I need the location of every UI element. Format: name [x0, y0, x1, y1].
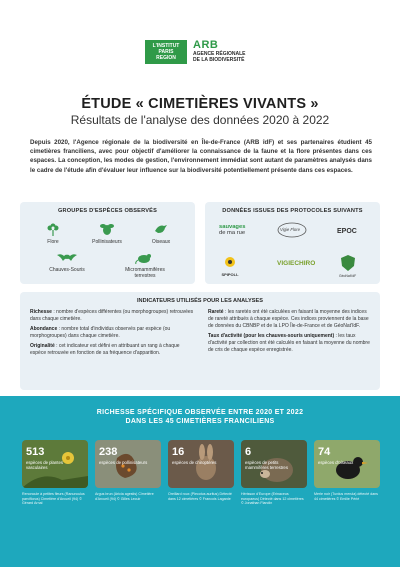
oiseaux-count: 74 — [318, 446, 331, 458]
indicator-richesse — [30, 309, 195, 323]
plantes-caption: Renoncule à petites fleurs (Ranunculus parviflorus) Cimetière d'Arcueil (94) © Gérard Arnal — [22, 492, 85, 506]
bird-icon — [153, 222, 169, 236]
page-title: ÉTUDE « CIMETIÈRES VIVANTS » — [81, 96, 319, 112]
blackbird-photo — [314, 440, 380, 488]
species-groups-box — [20, 202, 195, 284]
group-micromammiferes — [120, 252, 170, 279]
pollinisateurs-label: espèces de pollinisateurs — [99, 460, 148, 465]
vigie-chiro-logo: VIGIECHIRO — [277, 260, 316, 267]
epoc-logo: EPOC — [337, 228, 357, 235]
group-flore-label: Flore — [47, 239, 59, 245]
species-groups-title: GROUPES D'ESPÈCES OBSERVÉS — [57, 208, 158, 214]
group-flore — [28, 222, 78, 245]
geonat-logo — [339, 254, 356, 278]
chiropteres-caption: Oreillard roux (Plecotus auritus) Détecté dans 12 cimetières © Francois Lagarde — [168, 492, 232, 501]
indicator-taux-term: Taux d'activité (pour les chauves-souris uniquement) — [208, 333, 335, 339]
species-card-pollinisateurs — [95, 440, 161, 501]
indicator-originalite — [30, 343, 195, 357]
oiseaux-caption: Merle noir (Turdus merula) détecté dans 44 cimetières © Emilie Périé — [314, 492, 378, 501]
indicator-originalite-text: : cet indicateur est défini en attribuant un rang à chaque espèce retrouvée en fonction de sa fréquence d'apparition. — [30, 343, 180, 356]
indicator-abondance-term: Abondance — [30, 326, 58, 332]
bat-icon — [56, 252, 78, 264]
indicators-left-column — [30, 309, 195, 360]
butterfly-photo — [95, 440, 161, 488]
indicators-right-column — [208, 309, 373, 357]
mammiferes-label: espèces de petits mammifères terrestres — [245, 460, 288, 470]
bat-photo — [168, 440, 234, 488]
arb-mark: ARB — [193, 39, 219, 51]
plantes-count: 513 — [26, 446, 45, 458]
flower-icon — [45, 222, 61, 236]
indicator-rarete — [208, 309, 373, 330]
sauvages-line-2: de ma rue — [219, 230, 246, 236]
indicator-richesse-term: Richesse — [30, 309, 52, 315]
species-cards — [22, 440, 382, 550]
sauvages-line-1: sauvages — [219, 224, 246, 230]
mammiferes-count: 6 — [245, 446, 252, 458]
arb-sub-line-1: AGENCE RÉGIONALE — [193, 51, 246, 57]
indicators-box — [20, 292, 380, 390]
species-richness-title — [0, 408, 400, 426]
indicator-rarete-term: Rareté — [208, 309, 224, 315]
mammiferes-caption: Hérisson d'Europe (Erinaceus europaeus) Détecté dans 12 cimetières © Jonathan Flandin — [241, 492, 304, 506]
group-pollinisateurs — [82, 222, 132, 245]
data-sources-box — [205, 202, 380, 284]
mouse-icon — [135, 252, 155, 264]
spipoll-logo — [221, 256, 239, 277]
header-logos — [145, 40, 246, 64]
page-subtitle: Résultats de l'analyse des données 2020 à 2022 — [70, 113, 330, 127]
species-card-oiseaux — [314, 440, 380, 501]
geonat-shield-icon — [340, 254, 356, 272]
oiseaux-label: espèces d'oiseaux — [318, 460, 354, 465]
spipoll-bee-icon — [221, 256, 239, 270]
pollinisateurs-caption: Argus brun (Aricia agestis) Cimetière d'Arcueil (94) © Gilles Lecuir — [95, 492, 154, 501]
data-sources-title: DONNÉES ISSUES DES PROTOCOLES SUIVANTS — [222, 208, 363, 214]
institut-paris-region-logo — [145, 40, 187, 64]
institut-line-1: L'INSTITUT — [152, 43, 180, 49]
species-card-mammiferes — [241, 440, 307, 506]
spipoll-label: SPIPOLL — [221, 272, 239, 277]
plantes-label: espèces de plantes vasculaires — [26, 460, 64, 470]
arb-logo — [193, 40, 246, 63]
institut-line-2: PARIS — [158, 49, 174, 55]
species-richness-title-line-2: DANS LES 45 CIMETIÈRES FRANCILIENS — [125, 418, 275, 425]
intro-paragraph: Depuis 2020, l'Agence régionale de la biodiversité en Île-de-France (ARB îdF) et ses partenaires étudient 45 cimetières franciliens, avec pour objectif d'améliorer la connaissance de la faune et la flore présentes dans ces espaces. La conception, les modes de gestion, l'environnement immédiat sont autant de paramètres analysés dans le cadre de l'étude afin d'évaluer leur influence sur la biodiversité potentiellement présente dans ces espaces. — [30, 139, 372, 174]
geonat-label: GéoNat'îdF — [339, 274, 357, 278]
group-chauves-souris — [42, 252, 92, 273]
indicator-taux-text: : les taux d'activité par collection ont été calculés en faisant la moyenne du nombre de cris de chaque espèce enregistrée. — [208, 333, 370, 353]
chiropteres-count: 16 — [172, 446, 185, 458]
species-card-chiropteres — [168, 440, 234, 501]
chiropteres-label: espèces de chiroptères — [172, 460, 217, 465]
institut-line-3: REGION — [156, 55, 176, 61]
sauvages-de-ma-rue-logo — [219, 224, 245, 236]
indicator-abondance-text: : nombre total d'individus observés par espèce (ou morphogroupes) dans chaque cimetière. — [30, 326, 171, 339]
vigie-flore-label: Vigie Flore — [280, 227, 300, 232]
group-oiseaux-label: Oiseaux — [151, 239, 171, 245]
group-pollinisateurs-label: Pollinisateurs — [92, 239, 122, 245]
plant-photo — [22, 440, 88, 488]
group-chauves-souris-label: Chauves-Souris — [49, 267, 85, 273]
indicators-title: INDICATEURS UTILISÉS POUR LES ANALYSES — [137, 298, 263, 304]
indicator-originalite-term: Originalité — [30, 343, 55, 349]
pollinisateurs-count: 238 — [99, 446, 118, 458]
bee-icon — [99, 222, 115, 236]
species-card-plantes — [22, 440, 88, 506]
group-micromammiferes-label: Micromammifères terrestres — [125, 267, 165, 279]
group-oiseaux — [136, 222, 186, 245]
species-richness-title-line-1: RICHESSE SPÉCIFIQUE OBSERVÉE ENTRE 2020 ET 2022 — [96, 409, 304, 416]
indicator-abondance — [30, 326, 195, 340]
indicator-rarete-text: : les raretés ont été calculées en faisant la moyenne des indices de rareté attribués à chaque espèce. Ces indices proviennent de la base de données du CBNBP et de la LPO Île-de-France et de GéoNat'îdF. — [208, 309, 369, 329]
indicator-richesse-text: : nombre d'espèces différentes (ou morphogroupes) retrouvées dans chaque cimetière. — [30, 309, 194, 322]
vigie-flore-logo — [277, 222, 307, 240]
arb-sub-line-2: DE LA BIODIVERSITÉ — [193, 57, 245, 63]
indicator-taux — [208, 333, 373, 354]
hedgehog-photo — [241, 440, 307, 488]
